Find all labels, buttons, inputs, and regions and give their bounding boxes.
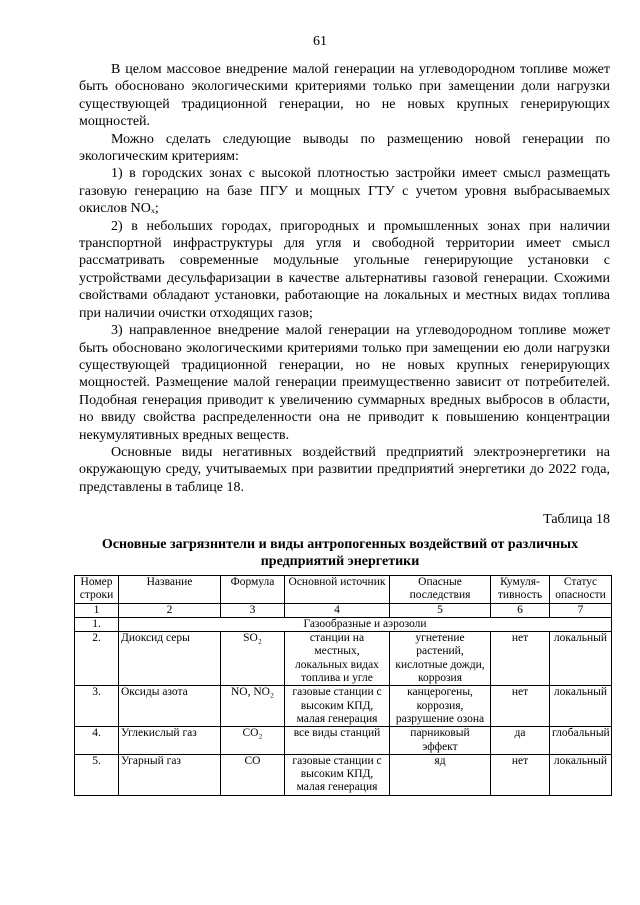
row-number: 1. [75, 617, 119, 631]
row-number: 4. [75, 727, 119, 755]
pollutant-cumulative: да [491, 727, 550, 755]
table-title: Основные загрязнители и виды антропогенных воздействий от различных предприятий энергетики [101, 537, 579, 569]
column-number-row [75, 603, 612, 617]
paragraph: В целом массовое внедрение малой генерации на углеводородном топливе может быть обосновано экологическими критериями только при замещении доли нагрузки существующей традиционной генерации, но не новых крупных генерирующих мощностей. [79, 62, 610, 130]
pollutant-effects: угнетение растений, кислотные дожди, коррозия [390, 632, 491, 686]
paragraph: 1) в городских зонах с высокой плотностью застройки имеет смысл размещать газовую генерацию на базе ПГУ и мощных ГТУ с учетом уровня выбрасываемых окислов NOₓ; [79, 166, 610, 217]
pollutant-name: Углекислый газ [119, 727, 221, 755]
pollutant-formula: CO₂ [221, 727, 285, 755]
table-row [75, 727, 612, 755]
pollutant-status: локальный [550, 686, 612, 727]
pollutant-effects: канцерогены, коррозия, разрушение озона [390, 686, 491, 727]
column-number: 1 [75, 603, 119, 617]
column-number: 6 [491, 603, 550, 617]
paragraph: 3) направленное внедрение малой генерации на углеводородном топливе может быть обосновано экологическими критериями только при замещении ею доли нагрузки существующей традиционной генерации, но не новых крупных генерирующих мощностей. Размещение малой генерации преимущественно зависит от потребителей. Подобная генерация приводит к увеличению суммарных вредных выбросов в области, но ввиду свойства распределенности она не приводит к повышению концентрации некумулятивных вредных веществ. [79, 323, 610, 443]
header-cell: Статус опасности [550, 576, 612, 604]
paragraph: Можно сделать следующие выводы по размещению новой генерации по экологическим критериям: [79, 131, 610, 165]
header-cell: Опасные последствия [390, 576, 491, 604]
pollutant-status: локальный [550, 632, 612, 686]
column-number: 4 [285, 603, 390, 617]
header-cell: Номер строки [75, 576, 119, 604]
column-number: 7 [550, 603, 612, 617]
column-number: 2 [119, 603, 221, 617]
row-number: 2. [75, 632, 119, 686]
pollutant-effects: парниковый эффект [390, 727, 491, 755]
header-cell: Основной источник [285, 576, 390, 604]
table-row [75, 754, 612, 795]
table-row [75, 632, 612, 686]
column-number: 3 [221, 603, 285, 617]
header-cell: Название [119, 576, 221, 604]
pollutant-source: газовые станции с высоким КПД, малая генерация [285, 754, 390, 795]
pollutant-source: станции на местных, локальных видах топлива и угле [285, 632, 390, 686]
pollutants-table [74, 575, 612, 796]
pollutant-name: Диоксид серы [119, 632, 221, 686]
body-text [79, 61, 610, 496]
pollutant-status: локальный [550, 754, 612, 795]
section-label: Газообразные и аэрозоли [119, 617, 612, 631]
pollutant-cumulative: нет [491, 686, 550, 727]
table-header-row [75, 576, 612, 604]
paragraph: 2) в небольших городах, пригородных и промышленных зонах при наличии транспортной инфраструктуры для угля и свободной территории имеет смысл рассматривать современные модульные угольные генерирующие установки с устройствами десульфаризации в качестве альтернативы газовой генерации. Схожими свойствами обладают установки, работающие на локальных и местных видах топлива при наличии очистки отходящих газов; [79, 218, 610, 321]
header-cell: Кумуля-тивность [491, 576, 550, 604]
pollutant-source: газовые станции с высоким КПД, малая генерация [285, 686, 390, 727]
paragraph: Основные виды негативных воздействий предприятий электроэнергетики на окружающую среду, учитываемых при развитии предприятий энергетики до 2022 года, представлены в таблице 18. [79, 444, 610, 495]
pollutant-name: Угарный газ [119, 754, 221, 795]
pollutant-formula: CO [221, 754, 285, 795]
row-number: 5. [75, 754, 119, 795]
pollutant-cumulative: нет [491, 632, 550, 686]
section-row [75, 617, 612, 631]
pollutant-status: глобальный [550, 727, 612, 755]
pollutant-formula: SO₂ [221, 632, 285, 686]
pollutant-formula: NO, NO₂ [221, 686, 285, 727]
pollutant-effects: яд [390, 754, 491, 795]
column-number: 5 [390, 603, 491, 617]
row-number: 3. [75, 686, 119, 727]
table-row [75, 686, 612, 727]
pollutant-name: Оксиды азота [119, 686, 221, 727]
table-caption: Таблица 18 [543, 512, 610, 527]
header-cell: Формула [221, 576, 285, 604]
pollutant-cumulative: нет [491, 754, 550, 795]
page-number: 61 [313, 34, 327, 49]
pollutant-source: все виды станций [285, 727, 390, 755]
